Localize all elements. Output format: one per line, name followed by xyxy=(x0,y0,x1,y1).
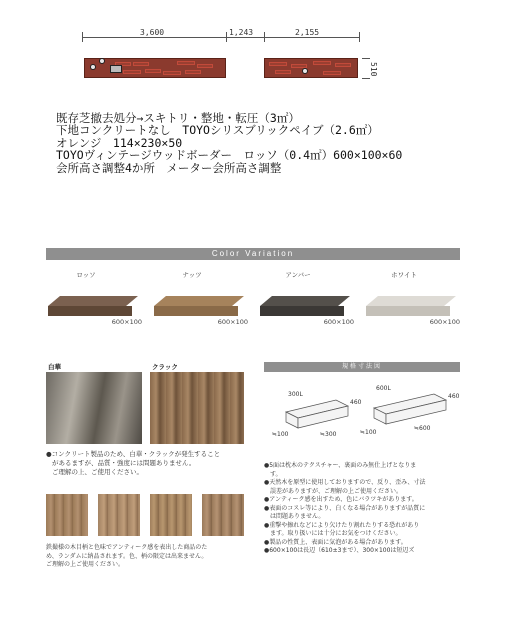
note-line: オレンジ 114×230×50 xyxy=(56,135,183,150)
meter-box-marker xyxy=(90,64,96,70)
brick-paving-right xyxy=(264,58,358,78)
crack-photo xyxy=(150,372,244,444)
spec-drawing xyxy=(264,378,460,454)
product-catalog xyxy=(46,248,460,600)
board-top-face xyxy=(154,296,244,306)
spec-label-height: 460 xyxy=(350,399,362,406)
texture-sample xyxy=(46,494,88,536)
color-name: ナッツ xyxy=(182,271,202,279)
board-top-face xyxy=(48,296,138,306)
spec-header: 規格寸法図 xyxy=(264,362,460,372)
texture-sample xyxy=(98,494,140,536)
color-swatch xyxy=(258,270,354,330)
height-label: 510 xyxy=(369,62,378,77)
board-top-face xyxy=(260,296,350,306)
note-line: 会所高さ調整4か所 メーター会所高さ調整 xyxy=(56,160,282,175)
spec-label-length: ≒600 xyxy=(414,425,431,432)
note-line: TOYOヴィンテージウッドボーダー ロッソ（0.4㎡）600×100×60 xyxy=(56,148,403,163)
work-notes xyxy=(56,112,520,174)
board-front-face xyxy=(366,306,450,316)
texture-sample xyxy=(150,494,192,536)
board-front-face xyxy=(260,306,344,316)
spec-label-width: ≒100 xyxy=(272,431,289,438)
spec-label-length: ≒300 xyxy=(320,431,337,438)
board-top-face xyxy=(366,296,456,306)
color-size: 600×100 xyxy=(111,318,142,326)
color-name: ロッソ xyxy=(76,271,96,279)
dimension-right-label: 2,155 xyxy=(295,28,320,37)
efflorescence-photo xyxy=(46,372,142,444)
texture-sample xyxy=(202,494,244,536)
brick-paving-left xyxy=(84,58,226,78)
color-size: 600×100 xyxy=(323,318,354,326)
spec-label-width: ≒100 xyxy=(360,429,377,436)
height-dimension-line xyxy=(362,78,370,79)
meter-box-marker xyxy=(99,58,105,64)
dimension-tick xyxy=(359,32,360,42)
dimension-middle-label: 1,243 xyxy=(229,28,254,37)
color-swatch xyxy=(364,270,460,330)
plan-drawing xyxy=(0,0,520,90)
color-swatch xyxy=(46,270,142,330)
dimension-tick xyxy=(264,32,265,42)
color-name: アンバー xyxy=(285,271,311,279)
dimension-left-label: 3,600 xyxy=(140,28,165,37)
antique-note: 鉄撮様の木目柄と色味でアンティーク感を表出した商品のた め、ランダムに納品されます。色、柄の限定は出来ません。 ご理解の上ご使用ください。 xyxy=(46,544,208,568)
dimension-tick xyxy=(226,32,227,42)
concrete-note: ●コンクリート製品のため、白華・クラックが発生すること があるますが、品質・強度には問題ありません。 ご理解の上、ご使用ください。 xyxy=(46,450,221,476)
spec-label-height: 460 xyxy=(448,393,460,400)
color-swatch xyxy=(152,270,248,330)
color-size: 600×100 xyxy=(217,318,248,326)
color-size: 600×100 xyxy=(429,318,460,326)
spec-label-600: 600L xyxy=(376,385,391,392)
board-front-face xyxy=(154,306,238,316)
dimension-line xyxy=(82,37,360,38)
efflorescence-label: 白華 xyxy=(48,363,61,371)
product-notes: ●5面は枕木のテクスチャー、裏面のみ無仕上げとなりま す。 ●天然木を原型に使用しておりますので、反り、歪み、寸法 誤差がありますが、ご理解の上ご使用ください。 ●アンティーク感を出すため、色にバラツキがあります。 ●表面のコスレ等により、白くなる場合がありますが品質に は問題ありません。 ●重撃や擦れなどにより欠けたり割れたりする恐れがあり ます。取り扱いには十分にお気をつけください。 ●製品の性質上、表面に気泡がある場合があります。 ●600×100は長辺（610±3まで）、300×100は短辺ズ xyxy=(264,462,426,554)
note-line: 既存芝撤去処分→スキトリ・整地・転圧（3㎡） xyxy=(56,111,300,125)
board-front-face xyxy=(48,306,132,316)
note-line: 下地コンクリートなし TOYOシリスブリックペイブ（2.6㎡） xyxy=(56,123,379,138)
height-dimension-line xyxy=(362,58,370,59)
dimension-tick xyxy=(82,32,83,42)
color-name: ホワイト xyxy=(391,271,417,279)
meter-box-marker xyxy=(302,68,308,74)
color-variation-header: Color Variation xyxy=(46,248,460,260)
spec-label-300: 300L xyxy=(288,391,303,398)
meter-box xyxy=(110,65,122,73)
crack-label: クラック xyxy=(152,363,178,371)
